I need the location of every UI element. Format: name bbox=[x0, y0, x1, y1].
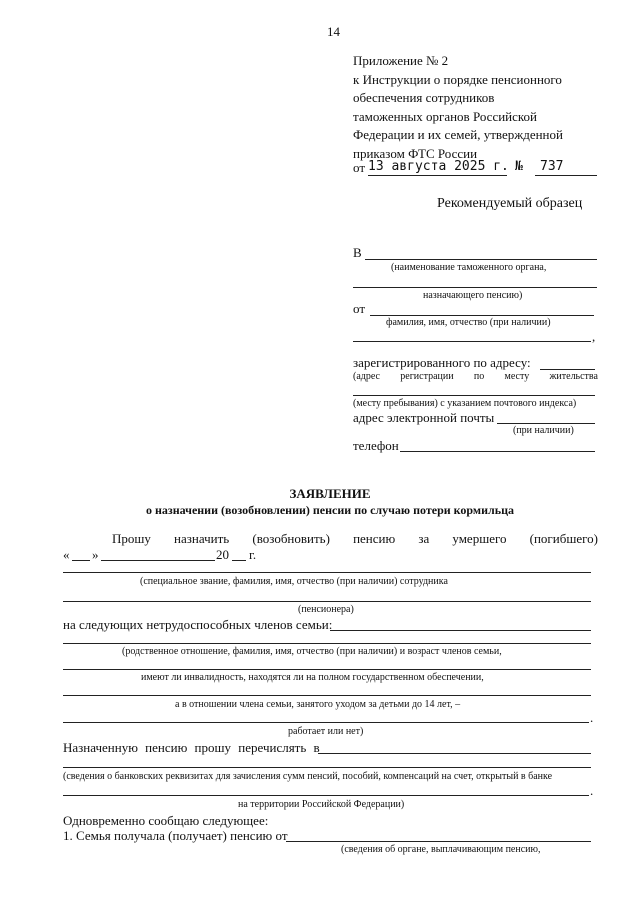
appendix-number-underline bbox=[535, 175, 597, 176]
year-prefix: 20 bbox=[216, 547, 229, 562]
from-field-2 bbox=[353, 341, 591, 342]
to-field-2 bbox=[353, 287, 597, 288]
family-field-3 bbox=[63, 669, 591, 670]
family-period: . bbox=[590, 710, 594, 725]
appendix-line: таможенных органов Российской bbox=[353, 108, 538, 124]
document-subtitle: о назначении (возобновлении) пенсии по случаю потери кормильца bbox=[146, 503, 514, 517]
phone-label: телефон bbox=[353, 438, 399, 453]
email-field bbox=[497, 423, 595, 424]
date-open-quote: « bbox=[63, 547, 70, 562]
family-field-5 bbox=[63, 722, 589, 723]
employee-field bbox=[63, 572, 591, 573]
pensioner-caption: (пенсионера) bbox=[298, 604, 354, 615]
also-label: Одновременно сообщаю следующее: bbox=[63, 813, 269, 828]
item-1-caption: (сведения об органе, выплачивающим пенсию, bbox=[341, 844, 541, 855]
appendix-number-value: 737 bbox=[540, 159, 564, 174]
appendix-line: Федерации и их семей, утвержденной bbox=[353, 127, 563, 142]
request-word: за bbox=[418, 531, 430, 546]
registered-caption-word: (адрес bbox=[353, 371, 380, 382]
employee-field-2 bbox=[63, 601, 591, 602]
registered-field bbox=[540, 369, 595, 370]
registered-caption-word: жительства bbox=[549, 371, 598, 382]
family-caption-1: (родственное отношение, фамилия, имя, отчество (при наличии) и возраст членов семьи, bbox=[122, 646, 502, 657]
to-field bbox=[365, 259, 597, 260]
transfer-field-2 bbox=[63, 767, 591, 768]
item-1-label: 1. Семья получала (получает) пенсию от bbox=[63, 828, 288, 843]
phone-field bbox=[400, 451, 595, 452]
date-month-field bbox=[101, 560, 215, 561]
bank-caption-1: (сведения о банковских реквизитах для зачисления сумм пенсий, пособий, компенсаций на счет, открытый в банке bbox=[63, 771, 553, 782]
item-1-field bbox=[286, 841, 591, 842]
request-word: пенсию bbox=[353, 531, 396, 546]
bank-caption-2: на территории Российской Федерации) bbox=[238, 799, 405, 810]
date-day-field bbox=[72, 560, 90, 561]
sample-label: Рекомендуемый образец bbox=[437, 196, 583, 211]
appendix-line: к Инструкции о порядке пенсионного bbox=[353, 71, 562, 87]
date-year-field bbox=[232, 560, 246, 561]
registered-caption bbox=[353, 371, 598, 382]
family-field bbox=[330, 630, 591, 631]
family-caption-2: имеют ли инвалидность, находятся ли на полном государственном обеспечении, bbox=[141, 672, 484, 683]
request-word: умершего bbox=[452, 531, 507, 546]
request-word: (погибшего) bbox=[529, 531, 598, 546]
from-field bbox=[370, 315, 594, 316]
registered-field-2 bbox=[353, 395, 595, 396]
transfer-label: Назначенную пенсию прошу перечислять в bbox=[63, 740, 320, 755]
family-caption-4: работает или нет) bbox=[288, 726, 364, 737]
appendix-line: обеспечения сотрудников bbox=[353, 90, 495, 105]
family-label: на следующих нетрудоспособных членов семьи: bbox=[63, 617, 333, 632]
request-word: Прошу bbox=[112, 531, 151, 546]
email-label: адрес электронной почты bbox=[353, 410, 495, 425]
appendix-date-prefix: от bbox=[353, 160, 366, 175]
request-word: назначить bbox=[174, 531, 230, 546]
to-caption-1: (наименование таможенного органа, bbox=[391, 262, 547, 273]
family-caption-3: а в отношении члена семьи, занятого уходом за детьми до 14 лет, – bbox=[175, 699, 461, 710]
from-comma: , bbox=[592, 329, 596, 344]
family-field-4 bbox=[63, 695, 591, 696]
transfer-period: . bbox=[590, 783, 594, 798]
appendix-date-underline bbox=[368, 175, 507, 176]
request-word: (возобновить) bbox=[252, 531, 330, 546]
year-suffix: г. bbox=[249, 547, 257, 562]
employee-caption: (специальное звание, фамилия, имя, отчество (при наличии) сотрудника bbox=[140, 576, 448, 587]
date-close-quote: » bbox=[92, 547, 99, 562]
family-field-2 bbox=[63, 643, 591, 644]
registered-caption-word: по bbox=[473, 371, 485, 382]
appendix-block bbox=[353, 52, 613, 163]
from-label: от bbox=[353, 301, 366, 316]
document-title: ЗАЯВЛЕНИЕ bbox=[289, 486, 371, 501]
from-caption: фамилия, имя, отчество (при наличии) bbox=[386, 317, 551, 328]
to-caption-2: назначающего пенсию) bbox=[423, 290, 523, 301]
registered-caption-word: месту bbox=[504, 371, 530, 382]
page-number: 14 bbox=[327, 24, 340, 39]
transfer-field-3 bbox=[63, 795, 589, 796]
request-line bbox=[112, 531, 598, 547]
registered-caption-2: (месту пребывания) с указанием почтового индекса) bbox=[353, 398, 577, 409]
registered-label: зарегистрированного по адресу: bbox=[353, 355, 531, 370]
appendix-date-value: 13 августа 2025 г. bbox=[368, 159, 509, 174]
registered-caption-word: регистрации bbox=[400, 371, 454, 382]
email-caption: (при наличии) bbox=[513, 425, 574, 436]
appendix-line: приказом ФТС России bbox=[353, 145, 478, 161]
appendix-line: Приложение № 2 bbox=[353, 53, 449, 68]
to-label: В bbox=[353, 245, 362, 260]
appendix-number-prefix: № bbox=[515, 159, 523, 174]
transfer-field bbox=[318, 753, 591, 754]
